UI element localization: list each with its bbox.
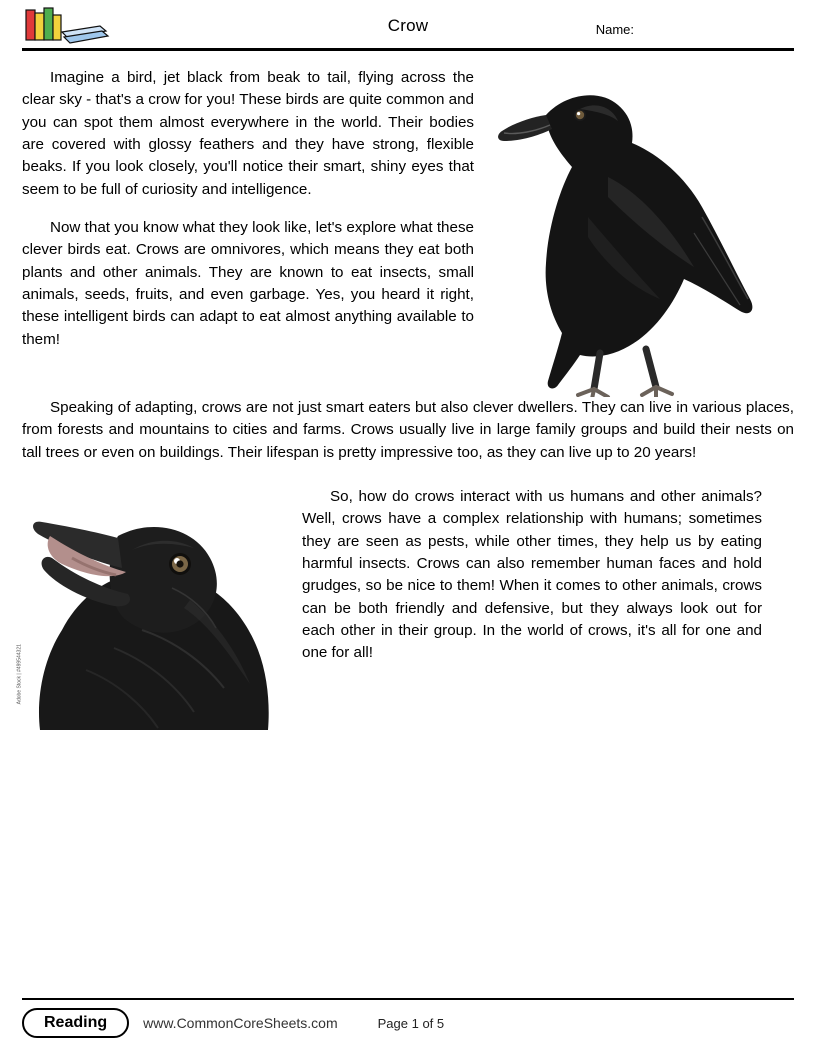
- paragraph-2-text: Now that you know what they look like, let's explore what these clever birds eat. Crows are omnivores, which means they eat both plants and other animals. They are known to eat insects, small animals, seeds, fruits, and even garbage. Yes, you heard it right, these intelligent birds can adapt to eat almost anything available to them!: [22, 219, 474, 348]
- paragraph-4: [302, 486, 762, 665]
- crow-standing-photo: [488, 67, 778, 397]
- page-header: [22, 0, 794, 48]
- intro-text-column: [22, 67, 474, 367]
- crow-calling-photo: [16, 480, 290, 740]
- page-number: Page 1 of 5: [377, 1015, 445, 1031]
- image-credit: Adobe Stock | #499544321: [16, 643, 23, 705]
- name-field-label: Name:: [595, 22, 634, 37]
- paragraph-1: [22, 67, 474, 201]
- page-footer: [22, 998, 794, 1038]
- paragraph-3-text: Speaking of adapting, crows are not just smart eaters but also clever dwellers. They can live in various places, from forests and mountains to cities and farms. Crows usually live in large family groups and build their nests on tall trees or even on buildings. Their lifespan is pretty impressive too, as they can live up to 20 years!: [22, 399, 794, 461]
- paragraph-1-text: Imagine a bird, jet black from beak to tail, flying across the clear sky - that's a crow for you! These birds are quite common and you can spot them almost everywhere in the world. Their bodies are covered with glossy feathers and they have strong, flexible beaks. If you look closely, you'll notice their smart, shiny eyes that seem to be full of curiosity and intelligence.: [22, 69, 474, 198]
- paragraph-2: [22, 217, 474, 351]
- paragraph-4-text: So, how do crows interact with us humans and other animals? Well, crows have a complex relationship with humans; sometimes they are seen as pests, while other times, they help us by eating harmful insects. Crows can also remember human faces and hold grudges, so be nice to them! When it comes to other animals, crows can be both friendly and defensive, but they always look out for each other in their group. In the world of crows, it's all for one and one for all!: [302, 488, 762, 662]
- page-title: Crow: [387, 16, 429, 35]
- paragraph-3: [22, 397, 794, 464]
- interaction-text-column: [302, 480, 762, 681]
- section-intro: [22, 67, 794, 397]
- section-interaction: [16, 480, 794, 740]
- article-body: [16, 51, 794, 740]
- footer-divider: [22, 998, 794, 1000]
- site-url[interactable]: www.CommonCoreSheets.com: [143, 1015, 338, 1031]
- subject-badge: Reading: [22, 1008, 129, 1038]
